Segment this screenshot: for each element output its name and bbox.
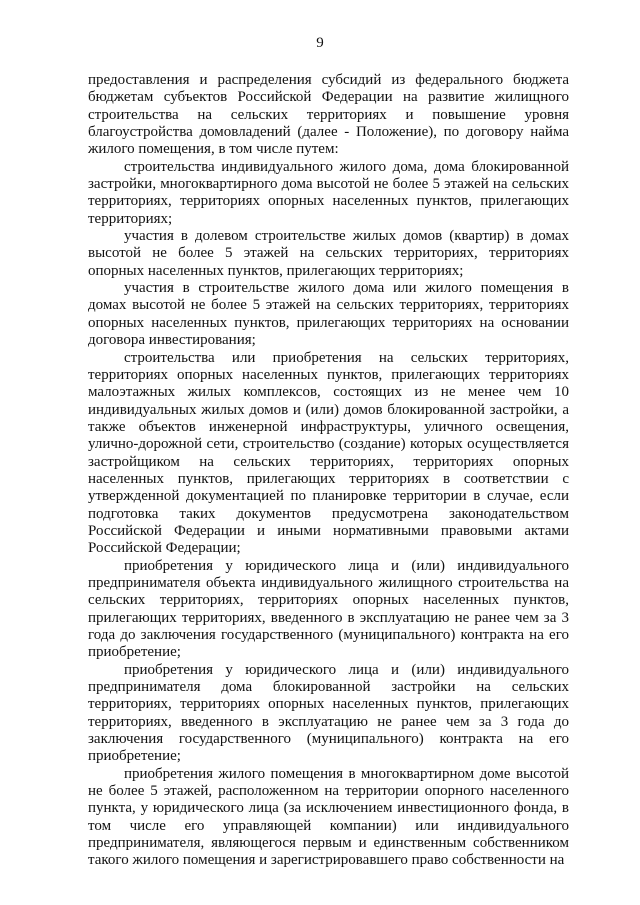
paragraph-low-rise-complexes: строительства или приобретения на сельских территориях, территориях опорных населенных пунктов, прилегающих территориях малоэтажных жилых комплексов, состоящих из не менее чем 10 индивидуальных жилых домов и (или) домов блокированной застройки, а также объектов инженерной инфраструктуры, уличного освещения, улично-дорожной сети, строительство (создание) которых осуществляется застройщиком на сельских территориях, территориях опорных населенных пунктов, прилегающих территориях в соответствии с утвержденной документацией по планировке территории в случае, если подготовка таких документов предусмотрена законодательством Российской Федерации и иными нормативными правовыми актами Российской Федерации; — [88, 349, 569, 557]
paragraph-intro: предоставления и распределения субсидий из федерального бюджета бюджетам субъектов Российской Федерации на развитие жилищного строительства на сельских территориях и повышение уровня благоустройства домовладений (далее - Положение), по договору найма жилого помещения, в том числе путем: — [88, 72, 569, 158]
page-number: 9 — [316, 35, 324, 51]
document-body — [88, 72, 569, 870]
paragraph-investment-contract: участия в строительстве жилого дома или жилого помещения в домах высотой не более 5 этажей на сельских территориях, территориях опорных населенных пунктов, прилегающих территориях на основании договора инвестирования; — [88, 280, 569, 349]
paragraph-purchase-individual-house: приобретения у юридического лица и (или) индивидуального предпринимателя объекта индивидуального жилищного строительства на сельских территориях, территориях опорных населенных пунктов, прилегающих территориях, введенного в эксплуатацию не ранее чем за 3 года до заключения государственного (муниципального) контракта на его приобретение; — [88, 557, 569, 661]
paragraph-purchase-apartment: приобретения жилого помещения в многоквартирном доме высотой не более 5 этажей, расположенном на территории опорного населенного пункта, у юридического лица (за исключением инвестиционного фонда, в том числе его управляющей компании) или индивидуального предпринимателя, являющегося первым и единственным собственником такого жилого помещения и зарегистрировавшего право собственности на — [88, 765, 569, 869]
paragraph-shared-construction: участия в долевом строительстве жилых домов (квартир) в домах высотой не более 5 этажей на сельских территориях, территориях опорных населенных пунктов, прилегающих территориях; — [88, 228, 569, 279]
paragraph-individual-house: строительства индивидуального жилого дома, дома блокированной застройки, многоквартирного дома высотой не более 5 этажей на сельских территориях, территориях опорных населенных пунктов, прилегающих территориях; — [88, 158, 569, 227]
paragraph-purchase-blocked-house: приобретения у юридического лица и (или) индивидуального предпринимателя дома блокированной застройки на сельских территориях, территориях опорных населенных пунктов, прилегающих территориях, введенного в эксплуатацию не ранее чем за 3 года до заключения государственного (муниципального) контракта на его приобретение; — [88, 661, 569, 765]
